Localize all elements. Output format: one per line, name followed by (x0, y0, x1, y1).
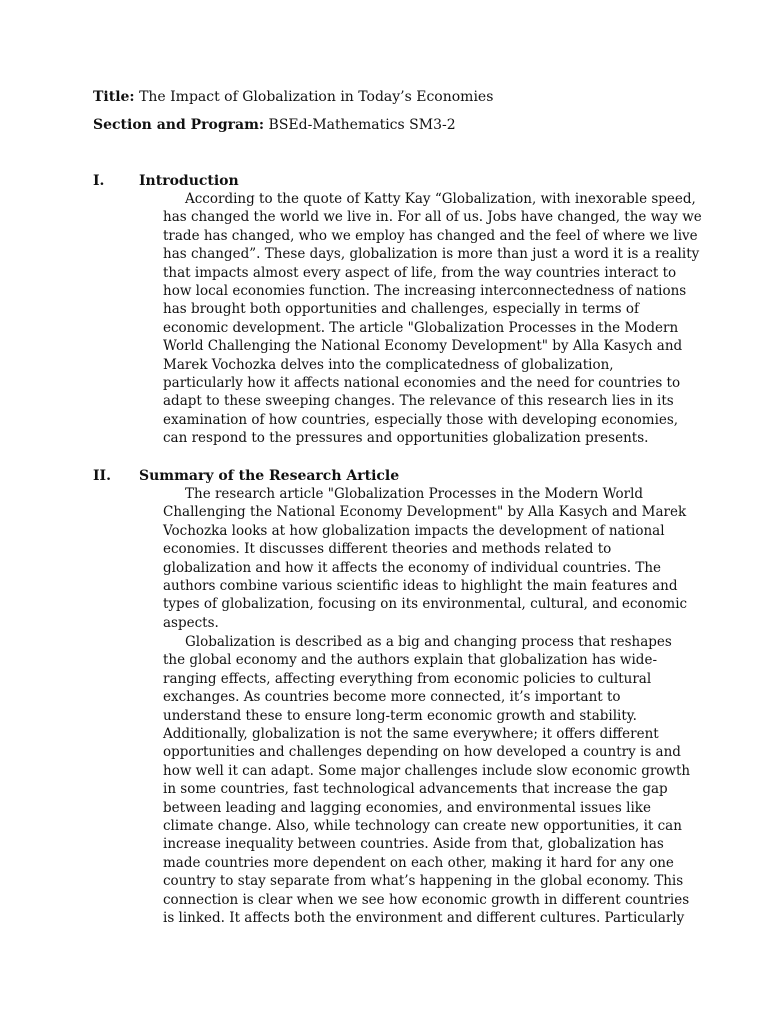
paragraph-line: has changed the world we live in. For all of us. Jobs have changed, the way we (163, 209, 702, 226)
paragraph-line: aspects. (163, 614, 219, 631)
paragraph-line: Marek Vochozka delves into the complicatedness of globalization, (163, 356, 614, 373)
paragraph-line: how well it can adapt. Some major challenges include slow economic growth (163, 762, 691, 779)
paragraph-line: economies. It discusses different theories and methods related to (163, 541, 612, 558)
paragraph-line: understand these to ensure long-term economic growth and stability. (163, 707, 637, 724)
section-heading-summary (93, 467, 399, 485)
paragraph-line: how local economies function. The increasing interconnectedness of nations (163, 283, 687, 300)
introduction-paragraph (163, 190, 702, 448)
section-program-label: Section and Program: (93, 117, 265, 133)
document-title-line (93, 88, 493, 106)
paragraph-line: World Challenging the National Economy Development" by Alla Kasych and (163, 338, 683, 355)
paragraph-line: in some countries, fast technological advancements that increase the gap (163, 781, 668, 798)
paragraph-line: economic development. The article "Globalization Processes in the Modern (163, 319, 679, 336)
paragraph-line: that impacts almost every aspect of life, from the way countries interact to (163, 264, 677, 281)
title-label: Title: (93, 89, 135, 105)
section-program-line (93, 116, 456, 134)
paragraph-line: adapt to these sweeping changes. The relevance of this research lies in its (163, 393, 674, 410)
paragraph-line: has changed”. These days, globalization is more than just a word it is a reality (163, 246, 700, 263)
paragraph-line: Globalization is described as a big and changing process that reshapes (185, 634, 672, 650)
paragraph-line: made countries more dependent on each other, making it hard for any one (163, 854, 674, 871)
summary-paragraph-1 (163, 485, 688, 632)
section-number: II. (93, 468, 111, 484)
paragraph-line: climate change. Also, while technology can create new opportunities, it can (163, 818, 682, 835)
paragraph-line: exchanges. As countries become more connected, it’s important to (163, 689, 621, 706)
paragraph-line: connection is clear when we see how economic growth in different countries (163, 891, 690, 908)
title-value: The Impact of Globalization in Today’s Economies (139, 89, 494, 105)
paragraph-line: ranging effects, affecting everything from economic policies to cultural (163, 670, 652, 687)
paragraph-line: opportunities and challenges depending on how developed a country is and (163, 744, 681, 761)
paragraph-line: Additionally, globalization is not the same everywhere; it offers different (163, 726, 659, 743)
summary-paragraph-2 (163, 633, 691, 928)
paragraph-line: authors combine various scientific ideas to highlight the main features and (163, 578, 678, 595)
paragraph-line: Vochozka looks at how globalization impacts the development of national (163, 522, 665, 539)
paragraph-line: examination of how countries, especially those with developing economies, (163, 411, 679, 428)
paragraph-line: The research article "Globalization Processes in the Modern World (185, 486, 644, 502)
section-heading-text: Introduction (139, 173, 239, 189)
paragraph-line: has brought both opportunities and challenges, especially in terms of (163, 301, 639, 318)
section-program-value: BSEd-Mathematics SM3-2 (268, 117, 456, 133)
paragraph-line: types of globalization, focusing on its environmental, cultural, and economic (163, 596, 688, 613)
paragraph-line: According to the quote of Katty Kay “Globalization, with inexorable speed, (185, 191, 696, 207)
paragraph-line: country to stay separate from what’s happening in the global economy. This (163, 873, 684, 890)
paragraph-line: the global economy and the authors explain that globalization has wide- (163, 652, 658, 669)
paragraph-line: globalization and how it affects the economy of individual countries. The (163, 559, 662, 576)
paragraph-line: increase inequality between countries. Aside from that, globalization has (163, 836, 664, 853)
paragraph-line: Challenging the National Economy Development" by Alla Kasych and Marek (163, 504, 687, 521)
section-heading-text: Summary of the Research Article (139, 468, 400, 484)
paragraph-line: particularly how it affects national economies and the need for countries to (163, 375, 681, 392)
paragraph-line: can respond to the pressures and opportunities globalization presents. (163, 430, 649, 447)
paragraph-line: between leading and lagging economies, and environmental issues like (163, 799, 651, 816)
paragraph-line: is linked. It affects both the environment and different cultures. Particularly (163, 910, 685, 927)
section-heading-introduction (93, 172, 239, 190)
paragraph-line: trade has changed, who we employ has changed and the feel of where we live (163, 227, 698, 244)
section-number: I. (93, 173, 105, 189)
